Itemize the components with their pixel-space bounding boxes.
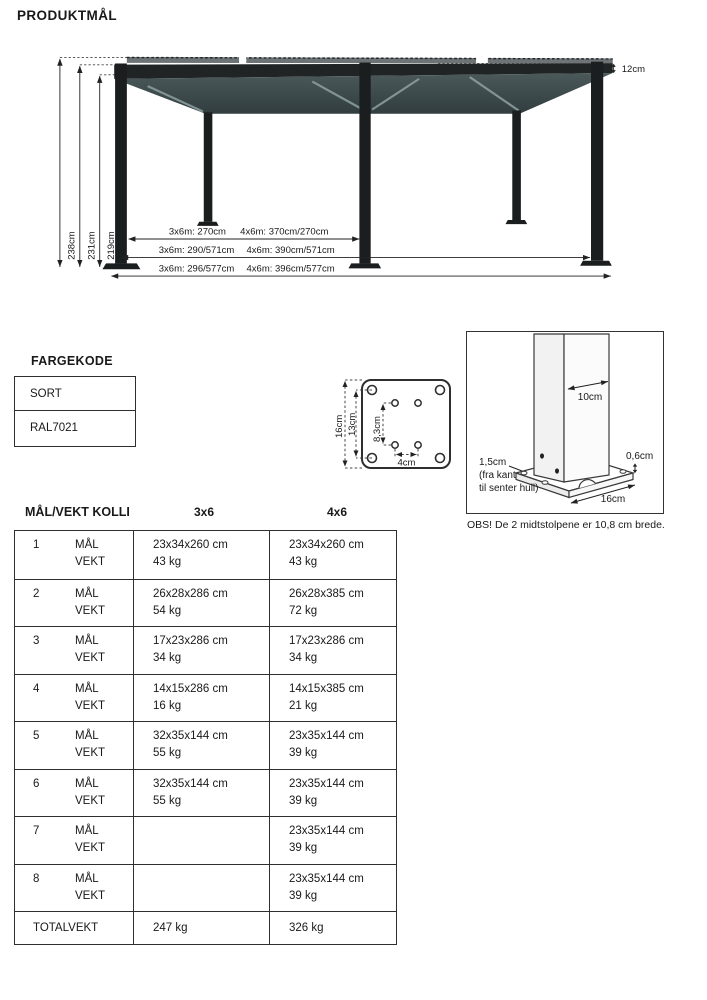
baseplate-13cm-label: 13cm — [347, 412, 358, 436]
plate-width-label: 16cm — [600, 494, 626, 505]
baseplate-83cm-label: 8,3cm — [372, 416, 383, 442]
mal-label: MÅL — [75, 730, 99, 742]
weight-4x6: 39 kg — [289, 794, 318, 807]
row-number: 8 — [33, 872, 40, 885]
vekt-label: VEKT — [75, 889, 106, 902]
kolli-heading: MÅL/VEKT KOLLI — [25, 505, 130, 519]
weight-4x6: 34 kg — [289, 652, 318, 664]
post-base-detail-box — [466, 331, 664, 514]
kolli-row-7 — [15, 816, 396, 864]
span2-4x6-label: 4x6m: 390cm/571cm — [246, 245, 335, 257]
dim-4x6: 23x35x144 cm — [289, 777, 364, 790]
mal-label: MÅL — [75, 587, 99, 600]
weight-3x6: 16 kg — [153, 699, 182, 712]
weight-4x6: 72 kg — [289, 604, 318, 617]
mal-label: MÅL — [75, 825, 99, 837]
post-width-label: 10cm — [577, 392, 603, 403]
edge-hole-sub1: (fra kant — [479, 470, 516, 481]
roof-thickness-dimension — [611, 64, 645, 75]
kolli-row-8 — [15, 864, 396, 912]
fargekode-color-name: SORT — [30, 387, 62, 400]
post-screw-hole — [540, 453, 544, 458]
height-dimensions — [60, 59, 117, 267]
kolli-table — [14, 530, 397, 945]
span3-4x6-label: 4x6m: 396cm/577cm — [246, 263, 335, 275]
fargekode-box — [14, 376, 136, 447]
roof-gap — [476, 56, 488, 65]
span2-3x6-label: 3x6m: 290/571cm — [158, 245, 235, 257]
span1-4x6-label: 4x6m: 370cm/270cm — [240, 226, 329, 238]
row-number: 4 — [33, 682, 40, 695]
vekt-label: VEKT — [75, 842, 106, 854]
total-weight-4x6: 326 kg — [289, 922, 324, 934]
page-title: PRODUKTMÅL — [17, 8, 117, 23]
row-number: 2 — [33, 587, 40, 600]
mal-label: MÅL — [75, 682, 99, 695]
height-label-231: 231cm — [86, 231, 98, 260]
baseplate-16cm-label: 16cm — [334, 414, 345, 438]
baseplate-4cm-label: 4cm — [397, 457, 416, 469]
dim-4x6: 23x35x144 cm — [289, 825, 364, 837]
row-number: 7 — [33, 825, 40, 837]
kolli-row-6 — [15, 769, 396, 817]
span3-3x6-label: 3x6m: 296/577cm — [158, 263, 235, 275]
mal-label: MÅL — [75, 872, 99, 885]
dim-3x6: 32x35x144 cm — [153, 730, 228, 742]
dim-3x6: 14x15x286 cm — [153, 682, 228, 695]
edge-hole-sub2: til senter hull) — [479, 483, 539, 494]
dim-3x6: 26x28x286 cm — [153, 587, 228, 600]
kolli-row-1 — [15, 531, 396, 579]
total-weight-3x6: 247 kg — [153, 922, 188, 934]
weight-3x6: 54 kg — [153, 604, 182, 617]
fargekode-ral-code: RAL7021 — [15, 410, 135, 444]
mal-label: MÅL — [75, 777, 99, 790]
row-number: 1 — [33, 539, 40, 551]
post-base-detail — [467, 332, 660, 510]
edge-hole-label: 1,5cm — [479, 457, 507, 468]
dim-4x6: 17x23x286 cm — [289, 635, 364, 647]
baseplate-top-view — [328, 370, 463, 485]
dim-4x6: 23x35x144 cm — [289, 730, 364, 742]
weight-4x6: 39 kg — [289, 842, 318, 854]
roof-top-strip — [127, 57, 613, 64]
row-number: 3 — [33, 635, 40, 647]
weight-4x6: 39 kg — [289, 889, 318, 902]
vekt-label: VEKT — [75, 699, 106, 712]
dim-4x6: 23x35x144 cm — [289, 872, 364, 885]
dim-3x6: 17x23x286 cm — [153, 635, 228, 647]
kolli-row-3 — [15, 626, 396, 674]
weight-4x6: 21 kg — [289, 699, 318, 712]
weight-4x6: 43 kg — [289, 556, 318, 568]
kolli-total-row — [15, 911, 396, 944]
row-number: 6 — [33, 777, 40, 790]
kolli-row-5 — [15, 721, 396, 769]
weight-3x6: 34 kg — [153, 652, 182, 664]
vekt-label: VEKT — [75, 604, 106, 617]
row-number: 5 — [33, 730, 40, 742]
kolli-row-2 — [15, 579, 396, 627]
weight-3x6: 55 kg — [153, 747, 182, 759]
midpost-note: OBS! De 2 midtstolpene er 10,8 cm brede. — [467, 519, 665, 531]
dim-4x6: 23x34x260 cm — [289, 539, 364, 551]
dim-3x6: 23x34x260 cm — [153, 539, 228, 551]
post-screw-hole — [555, 468, 559, 473]
mal-label: MÅL — [75, 539, 99, 551]
span1-3x6-label: 3x6m: 270cm — [168, 226, 226, 238]
kolli-row-4 — [15, 674, 396, 722]
mal-label: MÅL — [75, 635, 99, 647]
weight-3x6: 55 kg — [153, 794, 182, 807]
dim-4x6: 14x15x385 cm — [289, 682, 364, 695]
kolli-col-3x6: 3x6 — [193, 505, 215, 519]
pergola-diagram — [0, 30, 707, 315]
weight-4x6: 39 kg — [289, 747, 318, 759]
dim-4x6: 26x28x385 cm — [289, 587, 364, 600]
weight-3x6: 43 kg — [153, 556, 182, 568]
vekt-label: VEKT — [75, 652, 106, 664]
height-label-238: 238cm — [66, 231, 78, 260]
vekt-label: VEKT — [75, 794, 106, 807]
height-label-219: 219cm — [106, 231, 118, 260]
detail-dim-06cm — [626, 451, 653, 473]
kolli-col-4x6: 4x6 — [326, 505, 348, 519]
vekt-label: VEKT — [75, 747, 106, 759]
roof-gap — [239, 56, 246, 65]
roof-thickness-label: 12cm — [621, 64, 645, 76]
plate-thickness-label: 0,6cm — [626, 451, 654, 462]
fargekode-heading: FARGEKODE — [31, 354, 113, 368]
detail-post — [534, 334, 609, 482]
vekt-label: VEKT — [75, 556, 106, 568]
total-label: TOTALVEKT — [33, 922, 99, 934]
dim-3x6: 32x35x144 cm — [153, 777, 228, 790]
